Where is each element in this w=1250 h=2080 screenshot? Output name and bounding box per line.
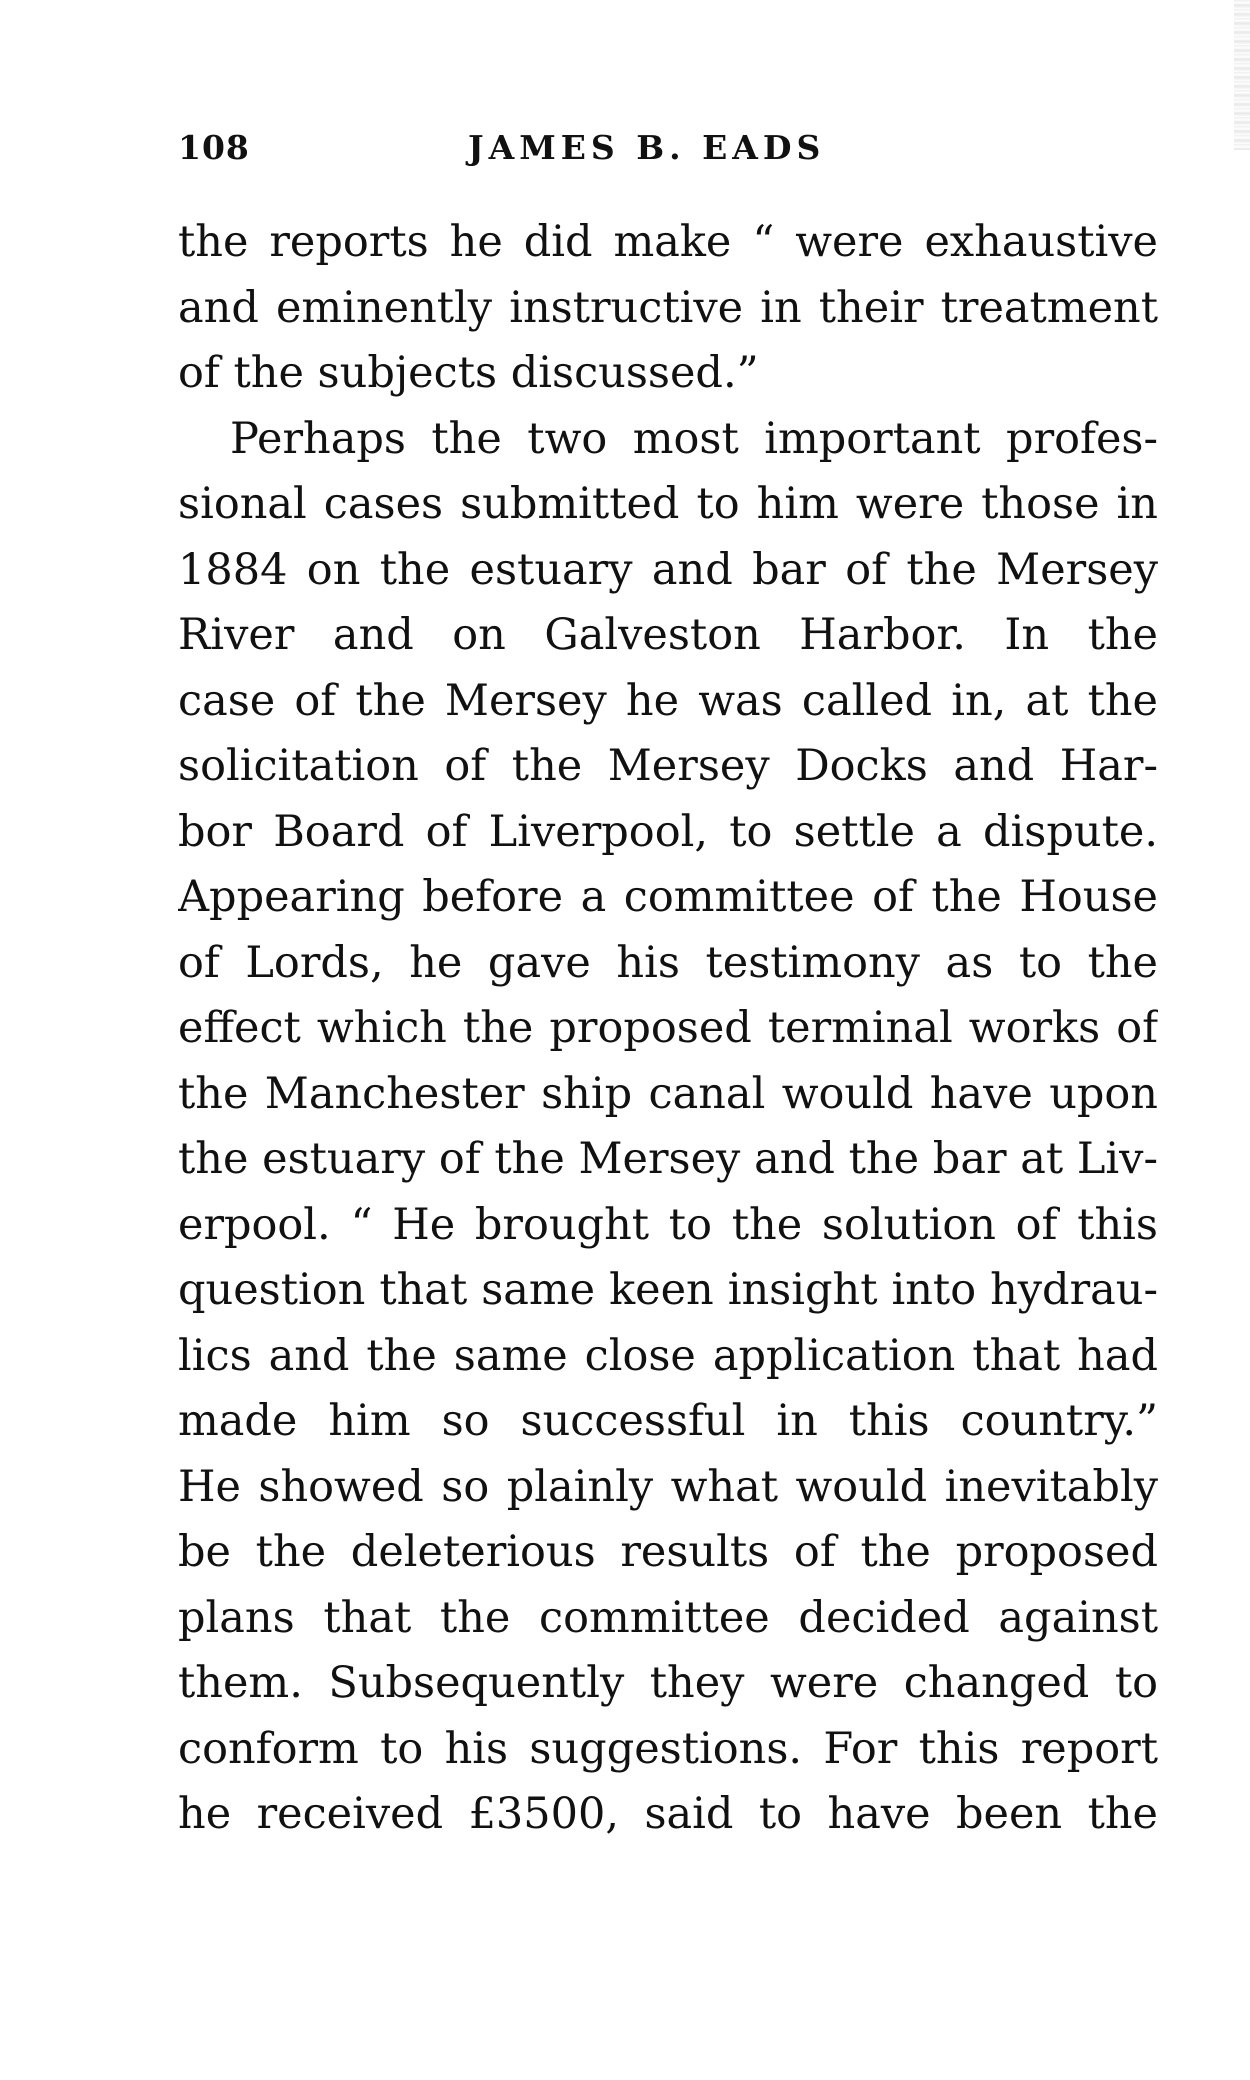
text-line: made him so successful in this country.” [178, 1396, 1158, 1446]
text-line: and eminently instructive in their treatment [178, 282, 1158, 333]
text-line: be the deleterious results of the proposed [178, 1527, 1158, 1577]
text-line: Appearing before a committee of the House [178, 872, 1158, 922]
body-text [178, 210, 1158, 1848]
text-line: of the subjects discussed.” [178, 348, 759, 398]
text-line: the Manchester ship canal would have upon [178, 1068, 1158, 1119]
text-line: of Lords, he gave his testimony as to the [178, 937, 1158, 988]
text-line: erpool. “ He brought to the solution of this [178, 1199, 1158, 1250]
text-line: River and on Galveston Harbor. In the [178, 610, 1158, 660]
text-line: the reports he did make “ were exhaustive [178, 217, 1158, 267]
running-head [178, 128, 1158, 178]
text-line: them. Subsequently they were changed to [178, 1658, 1158, 1708]
text-line: solicitation of the Mersey Docks and Har- [178, 741, 1158, 791]
page-edge-speckle [1234, 0, 1250, 150]
text-line: effect which the proposed terminal works of [178, 1003, 1158, 1053]
text-line: case of the Mersey he was called in, at the [178, 675, 1158, 726]
text-line: Perhaps the two most important profes- [230, 413, 1158, 464]
text-line: plans that the committee decided against [178, 1592, 1158, 1643]
page-number: 108 [178, 128, 250, 167]
text-line: He showed so plainly what would inevitably [178, 1461, 1158, 1512]
text-line: he received £3500, said to have been the [178, 1789, 1158, 1839]
text-line: sional cases submitted to him were those in [178, 479, 1158, 529]
text-line: the estuary of the Mersey and the bar at Liv- [178, 1134, 1158, 1184]
text-line: question that same keen insight into hydrau- [178, 1265, 1158, 1315]
text-line: lics and the same close application that had [178, 1330, 1158, 1381]
text-line: bor Board of Liverpool, to settle a dispute. [178, 806, 1158, 857]
text-line: 1884 on the estuary and bar of the Mersey [178, 544, 1158, 595]
running-title: JAMES B. EADS [468, 128, 826, 167]
text-line: conform to his suggestions. For this report [178, 1723, 1158, 1774]
